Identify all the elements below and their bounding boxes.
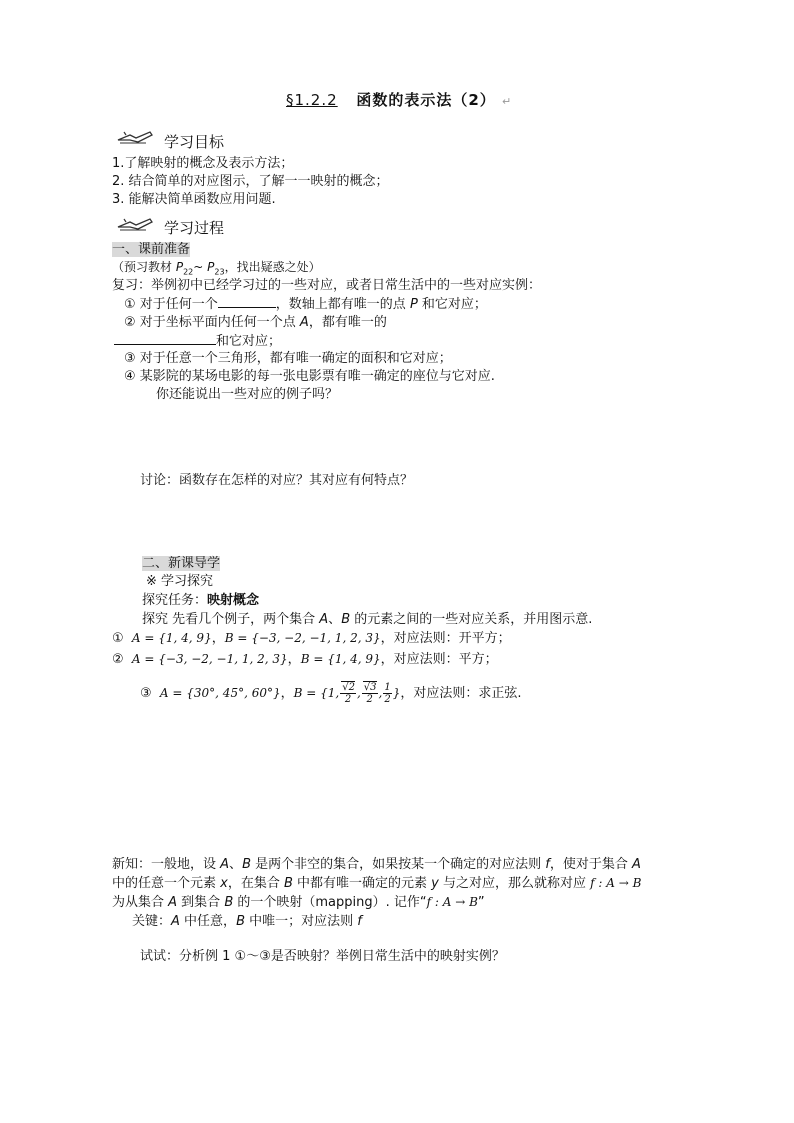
part1-heading: 一、课前准备 xyxy=(112,242,191,257)
pen-icon xyxy=(116,126,156,153)
goal-item-3: 3. 能解决简单函数应用问题. xyxy=(112,192,276,207)
blank-line xyxy=(218,295,276,308)
goal-item-1: 1.了解映射的概念及表示方法； xyxy=(112,156,294,171)
review-line: 复习：举例初中已经学习过的一些对应，或者日常生活中的一些对应实例： xyxy=(112,278,542,293)
return-mark: ↵ xyxy=(502,95,513,108)
ask-line: 你还能说出一些对应的例子吗？ xyxy=(156,387,339,402)
newknow-line-1: 新知：一般地，设 A、B 是两个非空的集合，如果按某一个确定的对应法则 f，使对于集合 A xyxy=(112,857,641,872)
explore-line: 探究 先看几个例子，两个集合 A、B 的元素之间的一些对应关系，并用图示意. xyxy=(142,612,593,627)
section-number: §1.2.2 xyxy=(286,91,338,109)
process-heading: 学习过程 xyxy=(164,219,225,237)
newknow-line-2: 中的任意一个元素 x，在集合 B 中都有唯一确定的元素 y 与之对应，那么就称对应 f : A → B xyxy=(112,876,642,891)
discuss-line: 讨论：函数存在怎样的对应？其对应有何特点？ xyxy=(140,473,414,488)
pen-icon xyxy=(116,213,156,240)
part2-heading: 二、新课导学 xyxy=(142,556,221,571)
explore-title: ※ 学习探究 xyxy=(146,574,214,589)
example-3: ③ A = {30°, 45°, 60°}，B = {1, $\frac{√2}{2}$ , $\frac{√3}{2}$ , $\frac{1}{2}$ }，对应法则：求正弦. xyxy=(140,682,522,705)
example-1: ① A = {1, 4, 9}，B = {−3, −2, −1, 1, 2, 3}，对应法则：开平方； xyxy=(112,631,511,646)
review-item-2-cont: 和它对应； xyxy=(114,332,281,350)
newknow-line-3: 为从集合 A 到集合 B 的一个映射（mapping）. 记作“f : A → B” xyxy=(112,895,485,910)
review-item-4: ④ 某影院的某场电影的每一张电影票有唯一确定的座位与它对应. xyxy=(124,369,495,384)
review-item-1: ① 对于任何一个 ，数轴上都有唯一的点 P 和它对应； xyxy=(124,297,487,312)
key-line: 关键：A 中任意，B 中唯一；对应法则 f xyxy=(132,914,362,929)
task-line: 探究任务：映射概念 xyxy=(142,593,260,608)
review-item-3: ③ 对于任意一个三角形，都有唯一确定的面积和它对应； xyxy=(124,351,452,366)
fraction: $\frac{1}{2}$ xyxy=(384,682,391,705)
fraction: $\frac{√3}{2}$ xyxy=(363,682,377,705)
title-text: 函数的表示法（2） xyxy=(356,91,496,109)
fraction: $\frac{√2}{2}$ xyxy=(342,682,355,705)
goal-item-2: 2. 结合简单的对应图示，了解一一映射的概念； xyxy=(112,174,389,189)
example-2: ② A = {−3, −2, −1, 1, 2, 3}，B = {1, 4, 9}，对应法则：平方； xyxy=(112,652,498,667)
goals-heading: 学习目标 xyxy=(164,133,225,151)
try-line: 试试：分析例 1 ①～③是否映射？举例日常生活中的映射实例？ xyxy=(140,949,505,964)
blank-line xyxy=(114,332,216,345)
page-title xyxy=(286,92,512,110)
preview-note: （预习教材 $P_{22}\sim$ $P_{23}$，找出疑惑之处） xyxy=(112,260,321,277)
review-item-2: ② 对于坐标平面内任何一个点 A，都有唯一的 xyxy=(124,315,387,330)
